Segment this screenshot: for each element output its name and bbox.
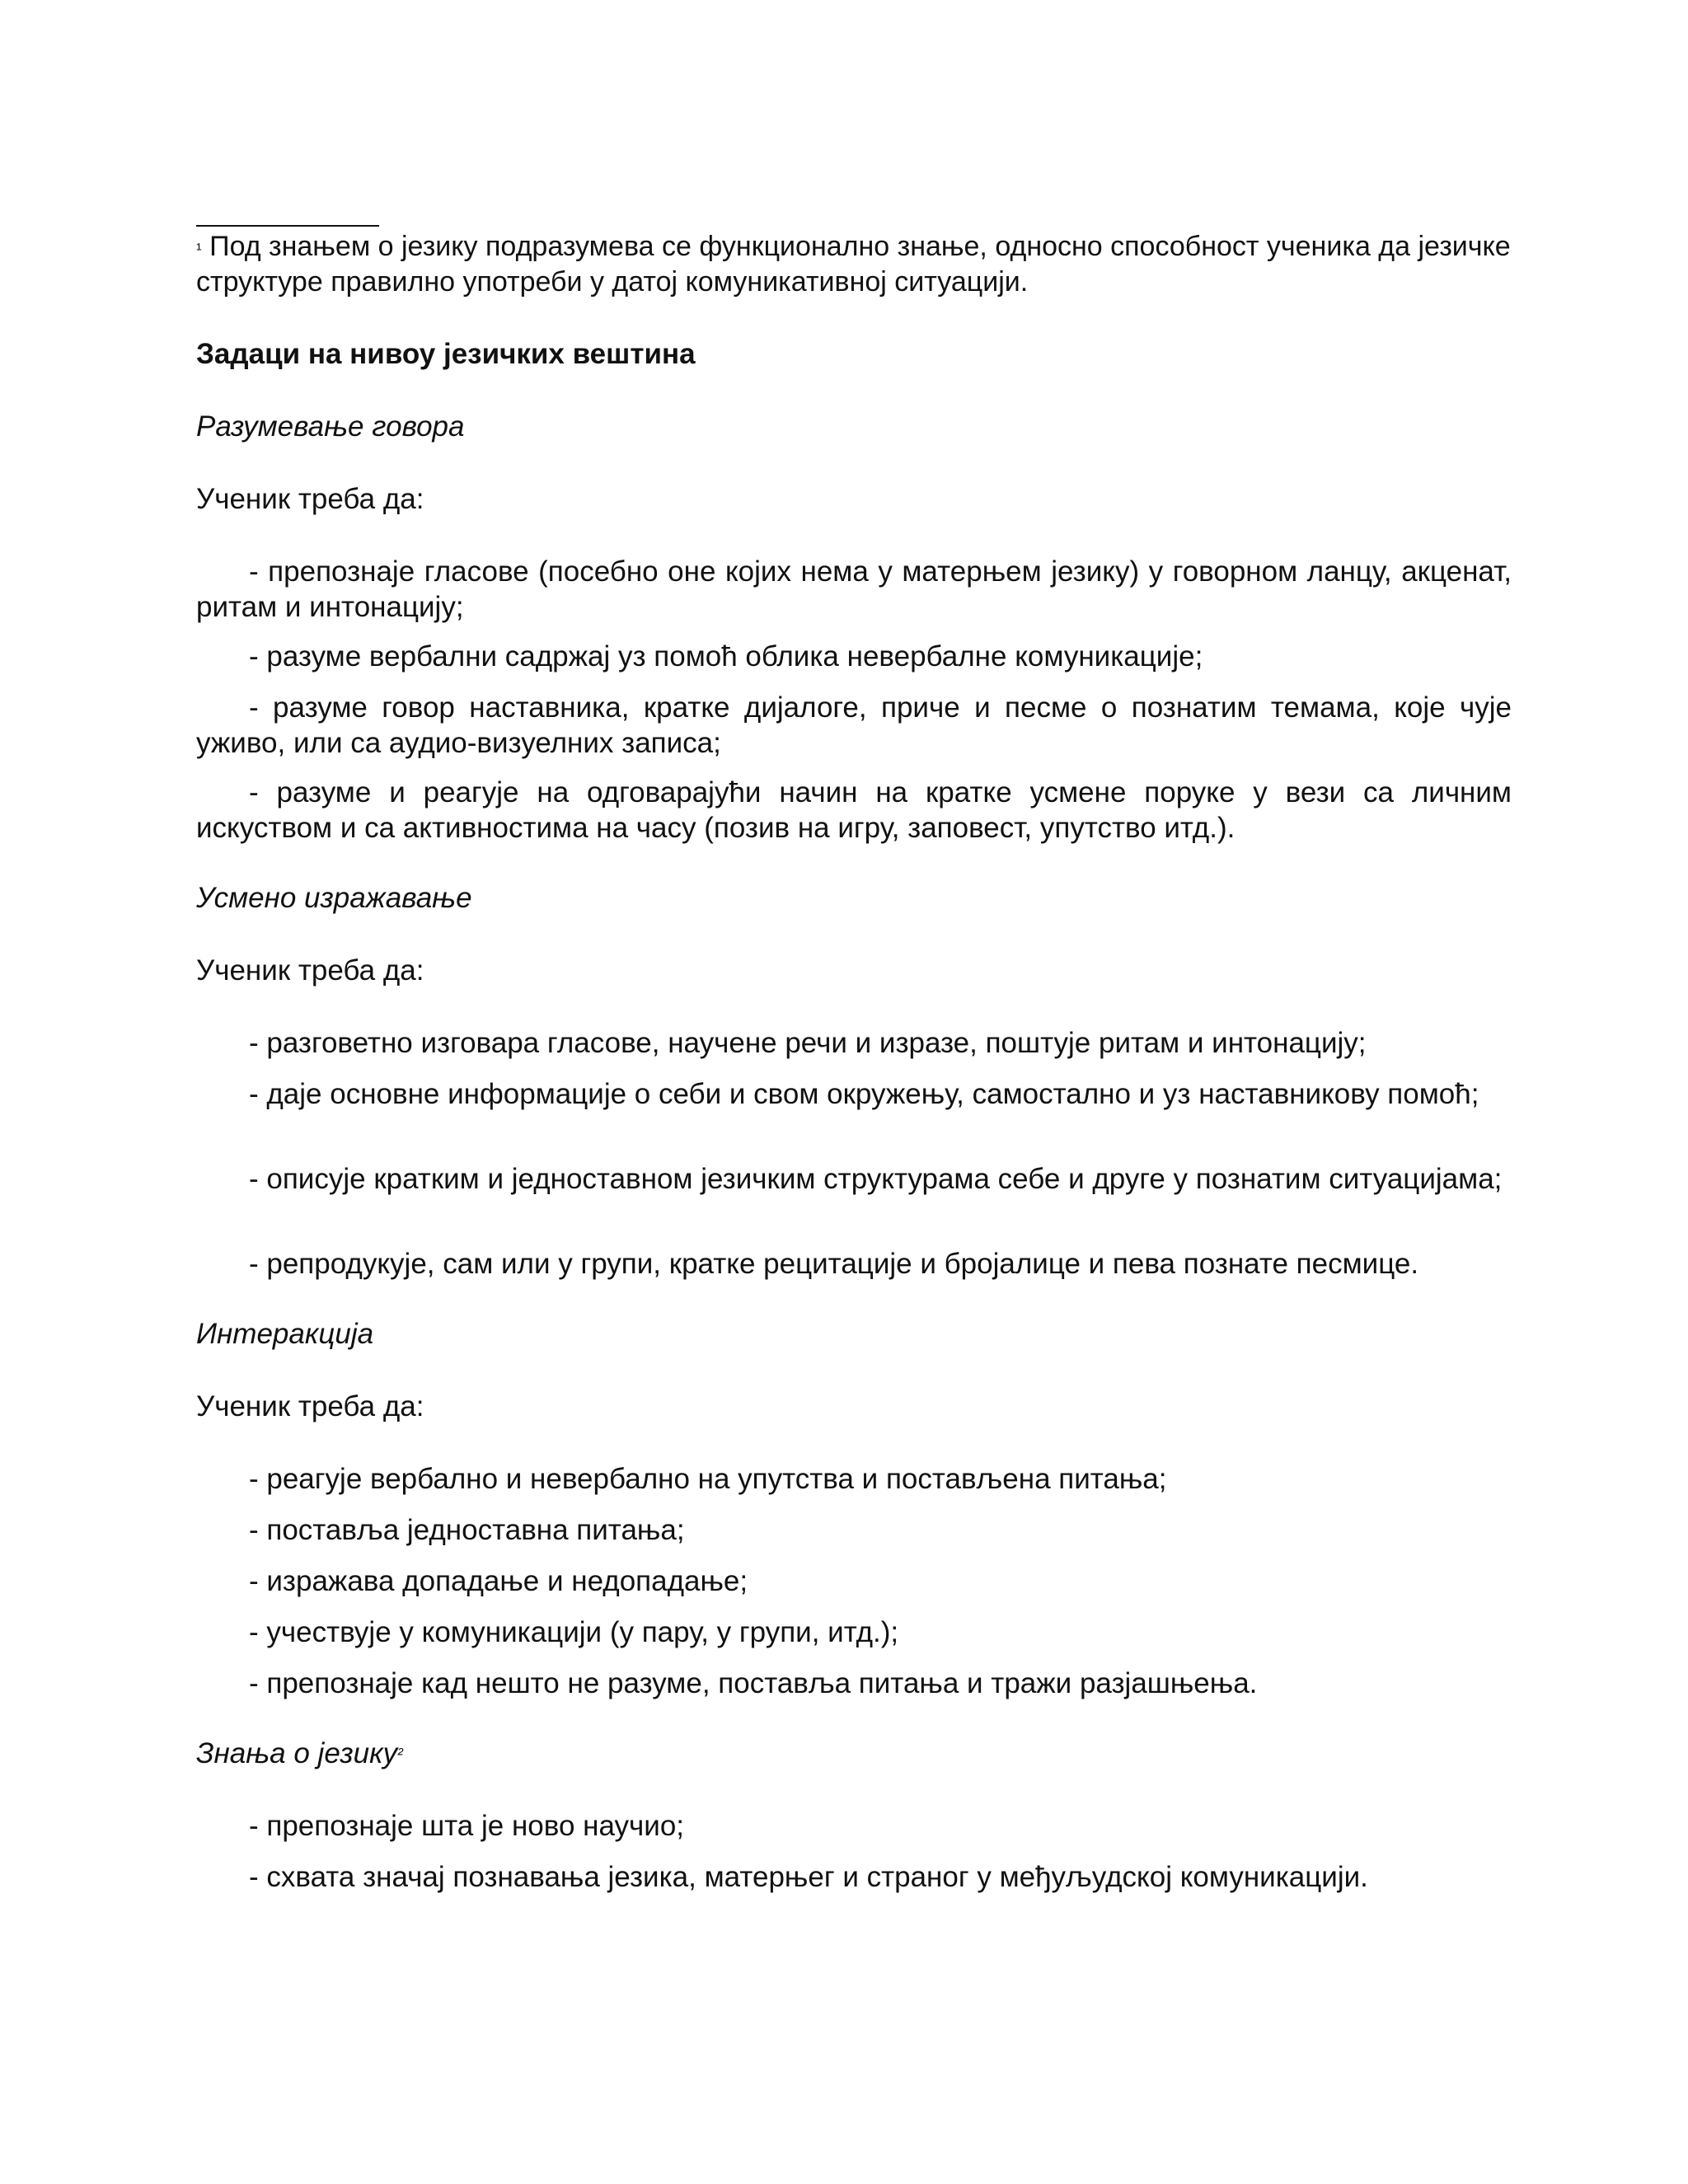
section-heading-speaking: Усмено изражавање	[196, 882, 472, 914]
list-item: - учествује у комуникацији (у пару, у групи, итд.);	[249, 1616, 899, 1648]
footnote-text: Под знањем о језику подразумева се функционално знање, односно способност ученика да језичке структуре правилно употреби у датој комуникативној ситуацији.	[196, 231, 1511, 298]
footnote-marker: ¹	[196, 241, 202, 259]
section-heading-text: Знања о језику	[196, 1737, 398, 1769]
list-item: - разуме вербални садржај уз помоћ облика невербалне комуникације;	[249, 640, 1203, 673]
section-intro-listening: Ученик треба да:	[196, 483, 424, 515]
section-heading-language-knowledge	[196, 1736, 1512, 1771]
list-item: - схвата значај познавања језика, матерњег и страног у међуљудској комуникацији.	[249, 1861, 1368, 1893]
list-item: - поставља једноставна питања;	[249, 1514, 685, 1546]
list-item: - разуме и реагује на одговарајући начин на кратке усмене поруке у вези са личним искуством и са активностима на часу (позив на игру, заповест, упутство итд.).	[196, 776, 1512, 844]
list-item: - разуме говор наставника, кратке дијалоге, приче и песме о познатим темама, које чује уживо, или са аудио-визуелних записа;	[196, 691, 1512, 759]
footnote-rule	[196, 225, 379, 227]
list-item: - изражава допадање и недопадање;	[249, 1565, 748, 1597]
list-item: - репродукује, сам или у групи, кратке рецитације и бројалице и пева познате песмице.	[249, 1248, 1419, 1280]
list-item: - разговетно изговара гласове, научене речи и изразе, поштује ритам и интонацију;	[249, 1027, 1367, 1059]
section-title: Задаци на нивоу језичких вештина	[196, 338, 696, 370]
footnote	[196, 229, 1512, 300]
section-intro-interaction: Ученик треба да:	[196, 1390, 424, 1422]
section-heading-interaction: Интеракција	[196, 1318, 374, 1350]
footnote-marker: ²	[397, 1746, 403, 1764]
list-item: - препознаје кад нешто не разуме, поставља питања и тражи разјашњења.	[249, 1667, 1258, 1699]
section-heading-listening: Разумевање говора	[196, 410, 465, 443]
list-item: - препознаје шта је ново научио;	[249, 1810, 685, 1842]
list-item: - даје основне информације о себи и свом окружењу, самостално и уз наставникову помоћ;	[249, 1078, 1479, 1110]
list-item: - препознаје гласове (посебно оне којих нема у матерњем језику) у говорном ланцу, акценат, ритам и интонацију;	[196, 555, 1512, 623]
list-item: - реагује вербално и невербално на упутства и постављена питања;	[249, 1463, 1167, 1495]
section-intro-speaking: Ученик треба да:	[196, 954, 424, 987]
list-item: - описује кратким и једноставном језичким структурама себе и друге у познатим ситуацијама;	[249, 1163, 1503, 1195]
